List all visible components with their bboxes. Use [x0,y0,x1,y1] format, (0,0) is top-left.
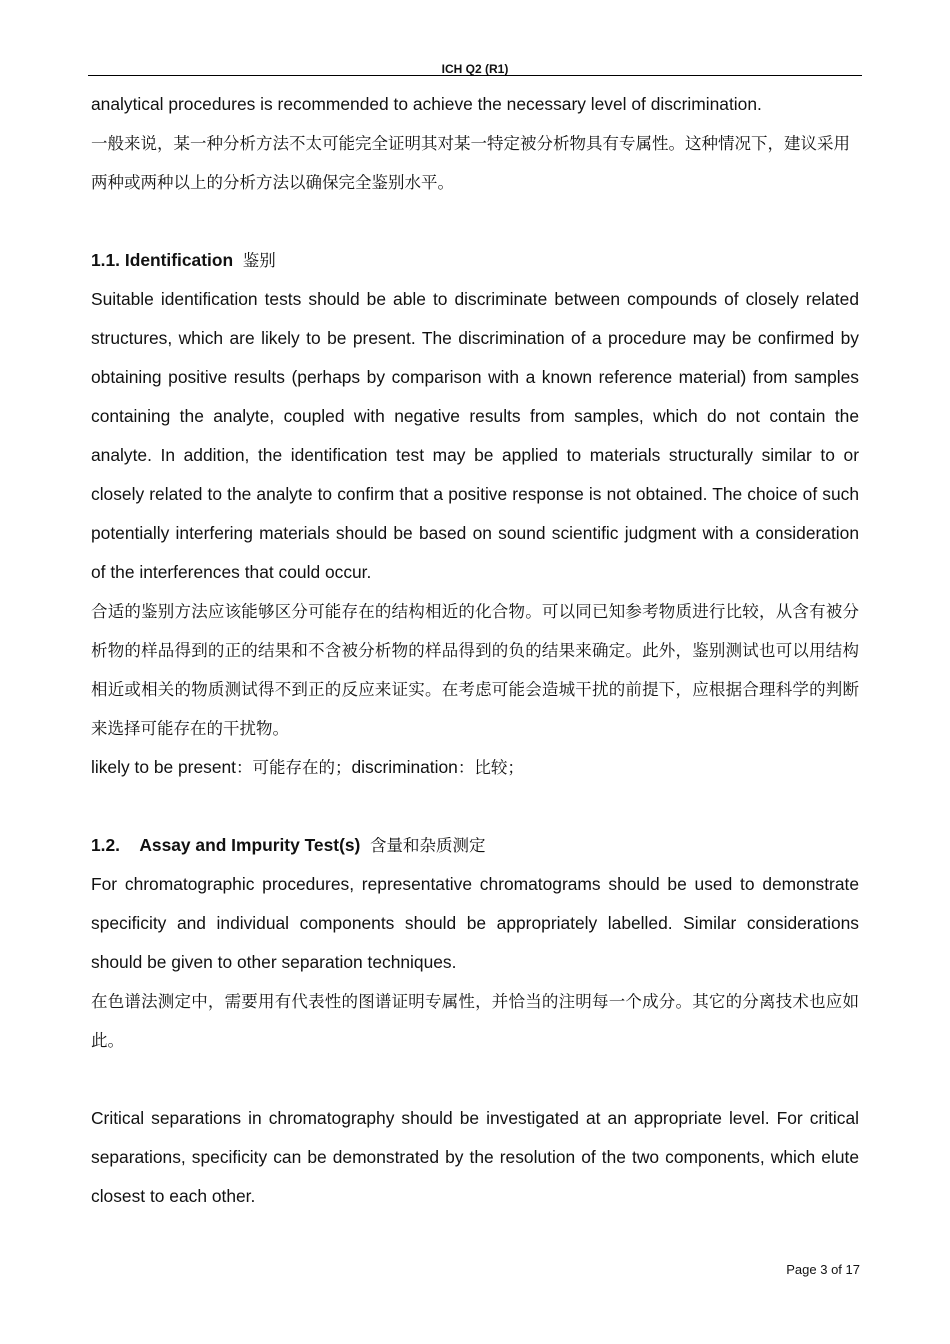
section-1-2-paragraph-1-english: For chromatographic procedures, representative chromatograms should be used to demonstrate specificity and individual components should be appropriately labelled. Similar considerations should be given to other separation techniques. [91,874,859,972]
section-1-2-number: 1.2. [91,835,121,855]
section-1-2-paragraph-1-chinese: 在色谱法测定中，需要用有代表性的图谱证明专属性，并恰当的注明每一个成分。其它的分离技术也应如此。 [91,992,859,1050]
of-label: of [831,1262,842,1277]
section-1-1-heading [91,241,859,280]
page-number: 3 [820,1262,828,1277]
continuation-chinese: 一般来说，某一种分析方法不太可能完全证明其对某一特定被分析物具有专属性。这种情况下，建议采用两种或两种以上的分析方法以确保完全鉴别水平。 [91,134,850,192]
section-1-2-title-zh: 含量和杂质测定 [370,836,486,855]
section-1-1-body-chinese: 合适的鉴别方法应该能够区分可能存在的结构相近的化合物。可以同已知参考物质进行比较，从含有被分析物的样品得到的正的结果和不含被分析物的样品得到的负的结果来确定。此外，鉴别测试也可以用结构相近或相关的物质测试得不到正的反应来证实。在考虑可能会造城干扰的前提下，应根据合理科学的判断来选择可能存在的干扰物。 [91,602,859,738]
glossary-line [91,748,859,787]
spacer [91,787,859,826]
glossary-term-1: likely to be present [91,757,237,777]
spacer [91,1060,859,1099]
header-divider [88,75,862,76]
section-1-1-title-zh: 鉴别 [242,251,276,270]
glossary-separator-1: ： [236,758,253,777]
glossary-definition-2: 比较； [474,758,524,777]
section-1-1-body-english: Suitable identification tests should be able to discriminate between compounds of closely related structures, which are likely to be present. The discrimination of a procedure may be confirmed by obtaining positive results (perhaps by comparison with a known reference material) from samples containing the analyte, coupled with negative results from samples, which do not contain the analyte. In addition, the identification test may be applied to materials structurally similar to or closely related to the analyte to confirm that a positive response is not obtained. The choice of such potentially interfering materials should be based on sound scientific judgment with a consideration of the interferences that could occur. [91,289,859,582]
section-1-1-title-en: Identification [124,250,234,270]
page-label: Page [786,1262,817,1277]
glossary-term-2: discrimination [351,757,458,777]
glossary-separator-2: ： [457,758,475,777]
section-1-2-title-en: Assay and Impurity Test(s) [139,835,361,855]
continuation-english: analytical procedures is recommended to achieve the necessary level of discrimination. [91,94,762,114]
page-footer [786,1262,860,1278]
running-header-title: ICH Q2 (R1) [441,62,509,76]
page-content [91,85,859,1216]
glossary-definition-1: 可能存在的； [252,758,352,777]
section-1-2-paragraph-2-english: Critical separations in chromatography should be investigated at an appropriate level. For critical separations, specificity can be demonstrated by the resolution of the two components, which elute closest to each other. [91,1108,859,1206]
section-1-2-heading [91,826,859,865]
total-pages: 17 [845,1262,860,1277]
section-1-1-number: 1.1. [91,250,121,270]
spacer [91,202,859,241]
